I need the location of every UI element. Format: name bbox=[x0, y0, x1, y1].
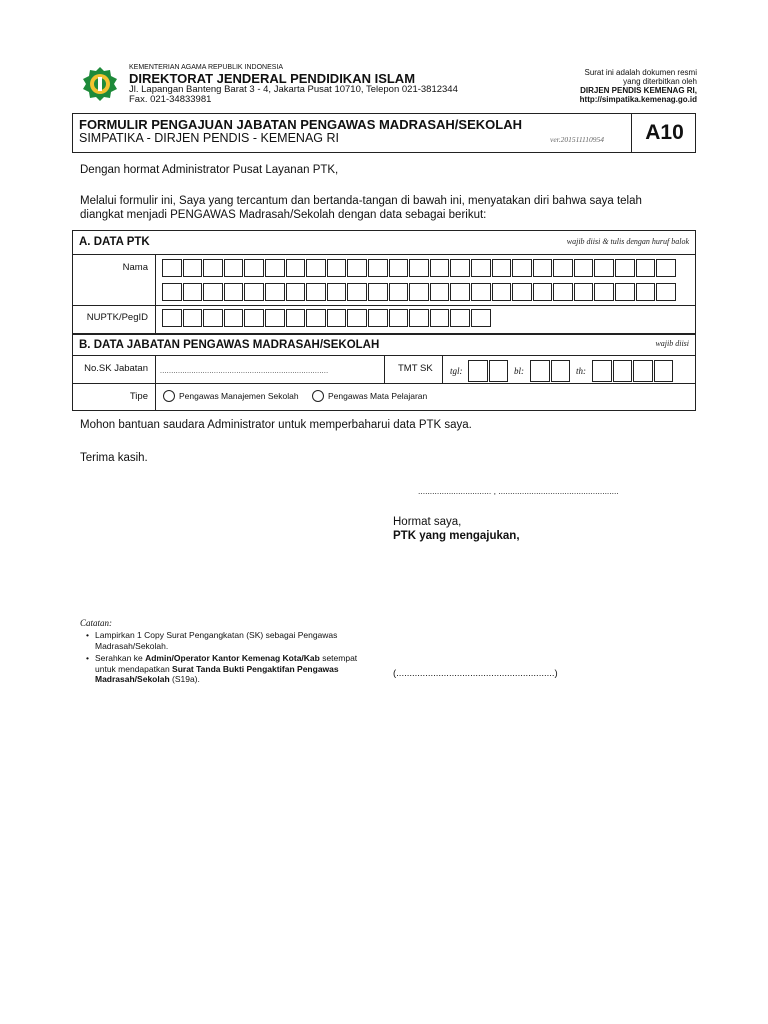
ministry-name: KEMENTERIAN AGAMA REPUBLIK INDONESIA bbox=[129, 64, 284, 71]
char-box[interactable] bbox=[512, 259, 532, 277]
address: Jl. Lapangan Banteng Barat 3 - 4, Jakarta Pusat 10710, Telepon 021-3812344 bbox=[129, 84, 458, 95]
char-box[interactable] bbox=[286, 259, 306, 277]
char-box[interactable] bbox=[592, 360, 612, 382]
char-box[interactable] bbox=[265, 259, 285, 277]
char-box[interactable] bbox=[551, 360, 571, 382]
note-line-3: DIRJEN PENDIS KEMENAG RI, bbox=[580, 86, 697, 95]
signer-text: PTK yang mengajukan, bbox=[393, 530, 520, 542]
note-item-1-text: Lampirkan 1 Copy Surat Pengangkatan (SK) sebagai Pengawas Madrasah/Sekolah. bbox=[95, 630, 338, 651]
note-line-1: Surat ini adalah dokumen resmi bbox=[584, 68, 697, 77]
label-nosk: No.SK Jabatan bbox=[84, 363, 148, 374]
bullet-icon: • bbox=[86, 630, 89, 640]
form-title: FORMULIR PENGAJUAN JABATAN PENGAWAS MADRASAH/SEKOLAH bbox=[79, 117, 522, 132]
char-box[interactable] bbox=[530, 360, 550, 382]
char-box[interactable] bbox=[368, 283, 388, 301]
label-tipe: Tipe bbox=[129, 391, 148, 402]
section-b-row-divider bbox=[72, 383, 696, 384]
option-manajemen-label: Pengawas Manajemen Sekolah bbox=[179, 391, 299, 401]
char-box[interactable] bbox=[471, 259, 491, 277]
radio-circle[interactable] bbox=[312, 390, 324, 402]
char-box[interactable] bbox=[244, 309, 264, 327]
note-line-2: yang diterbitkan oleh bbox=[623, 77, 697, 86]
char-box[interactable] bbox=[327, 283, 347, 301]
char-box[interactable] bbox=[430, 283, 450, 301]
section-a-hint: wajib diisi & tulis dengan huruf balok bbox=[566, 237, 689, 246]
regards-text: Hormat saya, bbox=[393, 516, 462, 528]
nosk-input[interactable]: ........................................................................... bbox=[160, 368, 329, 375]
th-label: th: bbox=[576, 366, 586, 376]
directorate-name: DIREKTORAT JENDERAL PENDIDIKAN ISLAM bbox=[129, 71, 416, 86]
tgl-boxes[interactable] bbox=[468, 360, 509, 382]
char-box[interactable] bbox=[265, 309, 285, 327]
note-item-2-text: Serahkan ke Admin/Operator Kantor Kemenag Kota/Kab setempat untuk mendapatkan Surat Tanda Bukti Pengaktifan Pengawas Madrasah/Sekolah (S19a). bbox=[95, 653, 358, 684]
bl-boxes[interactable] bbox=[530, 360, 571, 382]
char-box[interactable] bbox=[613, 360, 633, 382]
intro-line-2: diangkat menjadi PENGAWAS Madrasah/Sekolah dengan data sebagai berikut: bbox=[80, 209, 487, 221]
section-a-row-divider bbox=[72, 305, 696, 306]
char-box[interactable] bbox=[286, 283, 306, 301]
th-boxes[interactable] bbox=[592, 360, 674, 382]
option-mapel[interactable] bbox=[312, 390, 427, 402]
char-box[interactable] bbox=[306, 309, 326, 327]
char-box[interactable] bbox=[636, 259, 656, 277]
tgl-label: tgl: bbox=[450, 366, 463, 376]
char-box[interactable] bbox=[368, 309, 388, 327]
char-box[interactable] bbox=[306, 259, 326, 277]
radio-circle[interactable] bbox=[163, 390, 175, 402]
signature-line: (............................................................) bbox=[393, 668, 558, 679]
char-box[interactable] bbox=[492, 259, 512, 277]
option-manajemen[interactable] bbox=[163, 390, 299, 402]
char-box[interactable] bbox=[615, 259, 635, 277]
char-box[interactable] bbox=[533, 259, 553, 277]
char-box[interactable] bbox=[162, 309, 182, 327]
char-box[interactable] bbox=[492, 283, 512, 301]
char-box[interactable] bbox=[450, 283, 470, 301]
note-item-1 bbox=[80, 630, 360, 651]
section-b-hint: wajib diisi bbox=[655, 339, 689, 348]
document-note bbox=[580, 68, 697, 104]
notes-list bbox=[80, 630, 360, 685]
char-box[interactable] bbox=[389, 283, 409, 301]
form-code: A10 bbox=[631, 114, 697, 152]
char-box[interactable] bbox=[203, 259, 223, 277]
char-box[interactable] bbox=[409, 259, 429, 277]
char-box[interactable] bbox=[594, 283, 614, 301]
char-box[interactable] bbox=[265, 283, 285, 301]
char-box[interactable] bbox=[615, 283, 635, 301]
notes-heading: Catatan: bbox=[80, 618, 113, 628]
request-text: Mohon bantuan saudara Administrator untuk memperbaharui data PTK saya. bbox=[80, 419, 472, 431]
char-box[interactable] bbox=[183, 259, 203, 277]
section-a-divider bbox=[72, 254, 696, 255]
char-box[interactable] bbox=[594, 259, 614, 277]
char-box[interactable] bbox=[574, 283, 594, 301]
char-box[interactable] bbox=[409, 283, 429, 301]
intro-line-1: Melalui formulir ini, Saya yang tercantum dan bertanda-tangan di bawah ini, menyatakan diri bahwa saya telah bbox=[80, 195, 642, 207]
char-box[interactable] bbox=[471, 283, 491, 301]
char-box[interactable] bbox=[574, 259, 594, 277]
ministry-logo bbox=[80, 66, 120, 102]
bullet-icon: • bbox=[86, 653, 89, 663]
char-box[interactable] bbox=[244, 283, 264, 301]
nama-row-2[interactable] bbox=[162, 283, 677, 301]
note-line-4: http://simpatika.kemenag.go.id bbox=[579, 95, 697, 104]
form-subtitle: SIMPATIKA - DIRJEN PENDIS - KEMENAG RI bbox=[79, 131, 339, 145]
char-box[interactable] bbox=[224, 259, 244, 277]
char-box[interactable] bbox=[450, 309, 470, 327]
char-box[interactable] bbox=[633, 360, 653, 382]
char-box[interactable] bbox=[468, 360, 488, 382]
char-box[interactable] bbox=[430, 259, 450, 277]
char-box[interactable] bbox=[656, 283, 676, 301]
char-box[interactable] bbox=[347, 309, 367, 327]
char-box[interactable] bbox=[306, 283, 326, 301]
char-box[interactable] bbox=[450, 259, 470, 277]
tmt-left-divider bbox=[384, 355, 385, 383]
section-a-label-col bbox=[155, 254, 156, 334]
option-mapel-label: Pengawas Mata Pelajaran bbox=[328, 391, 428, 401]
char-box[interactable] bbox=[183, 283, 203, 301]
fax: Fax. 021-34833981 bbox=[129, 94, 212, 105]
char-box[interactable] bbox=[636, 283, 656, 301]
section-a-title: A. DATA PTK bbox=[79, 236, 150, 248]
char-box[interactable] bbox=[162, 259, 182, 277]
char-box[interactable] bbox=[203, 283, 223, 301]
greeting: Dengan hormat Administrator Pusat Layanan PTK, bbox=[80, 164, 339, 176]
char-box[interactable] bbox=[347, 283, 367, 301]
char-box[interactable] bbox=[203, 309, 223, 327]
bl-label: bl: bbox=[514, 366, 524, 376]
thanks-text: Terima kasih. bbox=[80, 452, 148, 464]
char-box[interactable] bbox=[533, 283, 553, 301]
label-tmt: TMT SK bbox=[398, 363, 433, 374]
form-version: ver.201511110954 bbox=[550, 135, 604, 144]
char-box[interactable] bbox=[512, 283, 532, 301]
char-box[interactable] bbox=[654, 360, 674, 382]
char-box[interactable] bbox=[430, 309, 450, 327]
char-box[interactable] bbox=[286, 309, 306, 327]
section-b-title: B. DATA JABATAN PENGAWAS MADRASAH/SEKOLAH bbox=[79, 339, 380, 351]
char-box[interactable] bbox=[224, 309, 244, 327]
title-box bbox=[72, 113, 696, 153]
char-box[interactable] bbox=[327, 259, 347, 277]
char-box[interactable] bbox=[224, 283, 244, 301]
char-box[interactable] bbox=[389, 309, 409, 327]
char-box[interactable] bbox=[389, 259, 409, 277]
place-date-line: ............................... , ................................................... bbox=[418, 486, 619, 496]
char-box[interactable] bbox=[409, 309, 429, 327]
char-box[interactable] bbox=[327, 309, 347, 327]
label-nama: Nama bbox=[122, 262, 148, 273]
char-box[interactable] bbox=[553, 259, 573, 277]
char-box[interactable] bbox=[489, 360, 509, 382]
nama-row-1[interactable] bbox=[162, 259, 677, 277]
char-box[interactable] bbox=[244, 259, 264, 277]
char-box[interactable] bbox=[347, 259, 367, 277]
note-item-2 bbox=[80, 653, 360, 685]
char-box[interactable] bbox=[183, 309, 203, 327]
nuptk-boxes[interactable] bbox=[162, 309, 492, 327]
char-box[interactable] bbox=[368, 259, 388, 277]
tmt-right-divider bbox=[442, 355, 443, 383]
char-box[interactable] bbox=[656, 259, 676, 277]
char-box[interactable] bbox=[162, 283, 182, 301]
char-box[interactable] bbox=[553, 283, 573, 301]
char-box[interactable] bbox=[471, 309, 491, 327]
label-nuptk: NUPTK/PegID bbox=[86, 312, 148, 323]
